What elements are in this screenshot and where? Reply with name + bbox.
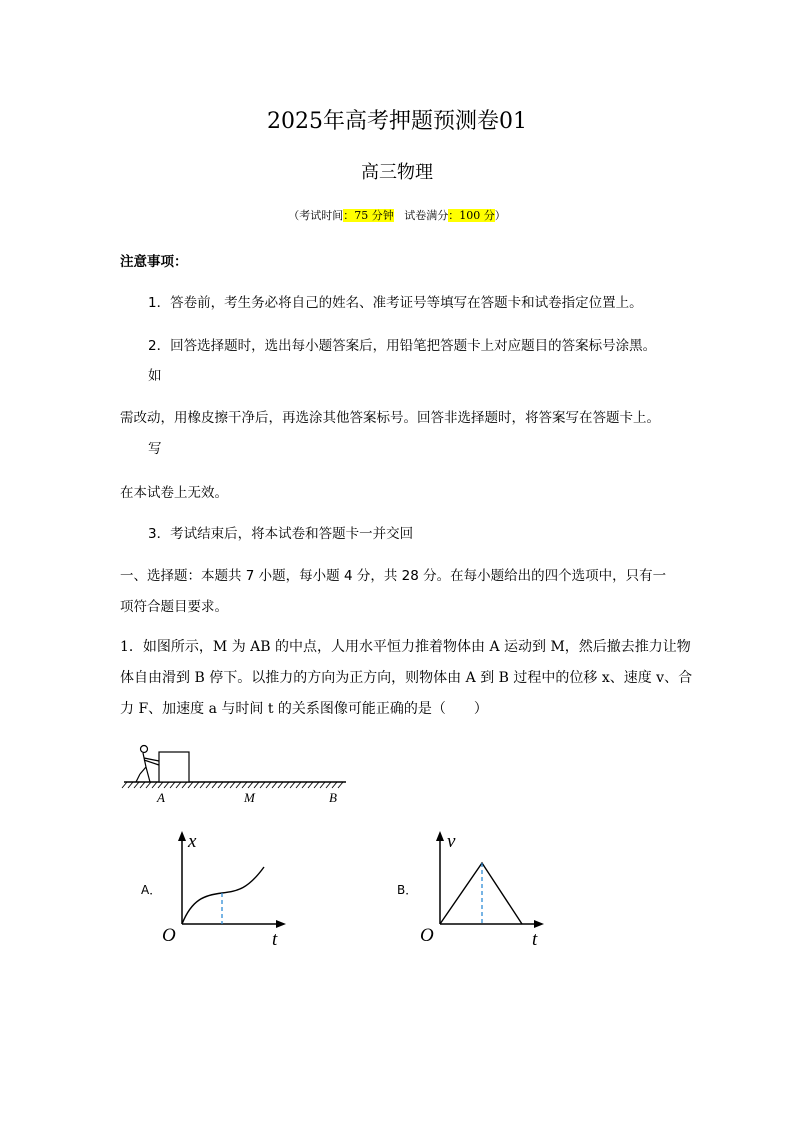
note-item-3: 3．考试结束后，将本试卷和答题卡一并交回 <box>148 526 414 542</box>
question-1-line-2: 体自由滑到 B 停下。以推力的方向为正方向，则物体由 A 到 B 过程中的位移 x、速度 v、合 <box>120 670 693 686</box>
option-b-x-label: t <box>532 929 538 950</box>
exam-score-value: ：100 分 <box>448 209 495 222</box>
note-item-2-line-2: 如 <box>148 368 162 384</box>
ground <box>122 782 346 788</box>
point-a-label: A <box>157 790 165 805</box>
question-1-line-3: 力 F、加速度 a 与时间 t 的关系图像可能正确的是（ ） <box>120 701 488 717</box>
option-b-y-arrow <box>436 831 444 841</box>
option-b-label: B． <box>397 883 418 897</box>
notes-heading: 注意事项： <box>120 254 188 270</box>
option-b-x-arrow <box>534 920 544 928</box>
option-b-graph <box>418 827 548 952</box>
point-b-label: B <box>329 790 337 805</box>
person-pushing <box>136 746 159 783</box>
option-a-origin-label: O <box>162 925 176 946</box>
note-item-2-line-5: 在本试卷上无效。 <box>120 485 228 501</box>
option-a-x-label: t <box>272 929 278 950</box>
exam-info <box>0 207 794 223</box>
exam-title: 2025年高考押题预测卷01 <box>267 109 527 134</box>
note-item-2-line-1: 2．回答选择题时，选出每小题答案后，用铅笔把答题卡上对应题目的答案标号涂黑。 <box>148 338 657 354</box>
option-b-y-label: v <box>447 831 456 852</box>
exam-info-score-label: 试卷满分 <box>404 209 449 222</box>
note-item-1: 1．答卷前，考生务必将自己的姓名、准考证号等填写在答题卡和试卷指定位置上。 <box>148 295 643 311</box>
option-b-origin-label: O <box>420 925 434 946</box>
section-1-instructions-line-1: 一、选择题：本题共 7 小题，每小题 4 分，共 28 分。在每小题给出的四个选项中，只有一 <box>120 568 667 584</box>
question-1-line-1: 1．如图所示，M 为 AB 的中点，人用水平恒力推着物体由 A 运动到 M，然后撤去推力让物 <box>120 639 691 655</box>
point-m-label: M <box>244 790 255 805</box>
option-a-label: A． <box>141 883 162 897</box>
exam-time-value: ：75 分钟 <box>343 209 394 222</box>
section-1-instructions-line-2: 项符合题目要求。 <box>120 599 228 615</box>
question-1-figure <box>118 740 353 810</box>
option-a-graph <box>160 827 290 952</box>
exam-subject: 高三物理 <box>361 162 433 183</box>
block <box>159 752 189 782</box>
option-a-y-arrow <box>178 831 186 841</box>
exam-info-open: （考试时间 <box>288 209 344 222</box>
option-a-y-label: x <box>188 831 197 852</box>
option-a-curve <box>182 867 264 924</box>
note-item-2-line-4: 写 <box>148 441 162 457</box>
exam-info-close: ） <box>494 209 506 222</box>
option-b-triangle <box>440 863 522 924</box>
note-item-2-line-3: 需改动，用橡皮擦干净后，再选涂其他答案标号。回答非选择题时，将答案写在答题卡上。 <box>120 410 660 426</box>
option-a-x-arrow <box>276 920 286 928</box>
